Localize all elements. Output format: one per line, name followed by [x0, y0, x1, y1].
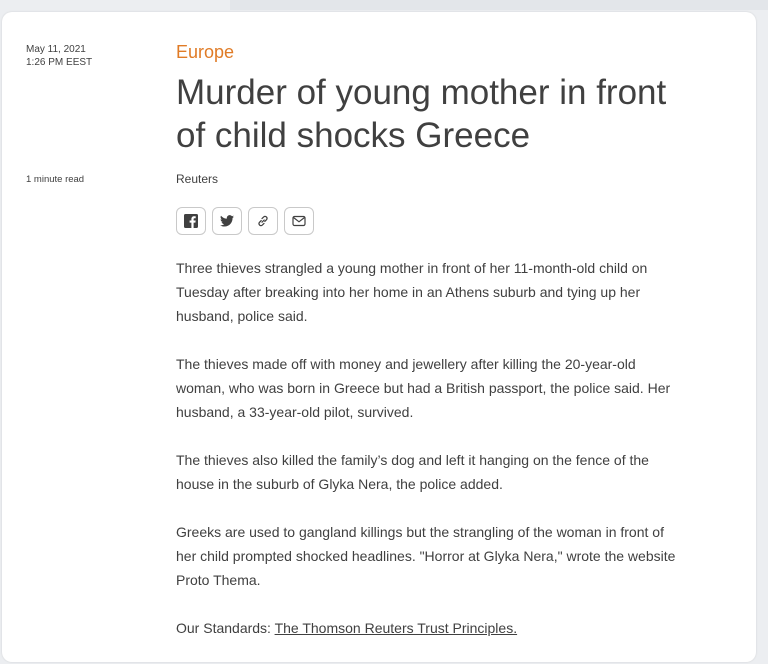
share-link-button[interactable] — [248, 207, 278, 235]
link-icon — [256, 214, 270, 228]
article-paragraph: The thieves made off with money and jewellery after killing the 20-year-old woman, who was born in Greece but had a British passport, the police said. Her husband, a 33-year-old pilot, survived. — [176, 356, 671, 420]
article-headline: Murder of young mother in front of child shocks Greece — [176, 73, 667, 155]
browser-top-strip — [230, 0, 768, 10]
standards-link[interactable]: The Thomson Reuters Trust Principles. — [274, 620, 518, 636]
standards-label: Our Standards: — [176, 620, 275, 636]
article-time: 1:26 PM EEST — [26, 57, 93, 68]
twitter-icon — [220, 215, 234, 227]
share-bar — [176, 207, 314, 235]
section-link[interactable]: Europe — [176, 42, 235, 62]
article-paragraph: The thieves also killed the family’s dog and left it hanging on the fence of the house in the suburb of Glyka Nera, the police added. — [176, 452, 649, 492]
facebook-icon — [184, 214, 198, 228]
share-twitter-button[interactable] — [212, 207, 242, 235]
article-body — [176, 256, 676, 664]
byline[interactable]: Reuters — [176, 172, 219, 186]
article-timestamp — [26, 43, 92, 69]
article-card — [2, 12, 756, 662]
read-time: 1 minute read — [26, 174, 85, 185]
article-paragraph: Greeks are used to gangland killings but the strangling of the woman in front of her child prompted shocked headlines. "Horror at Glyka Nera," wrote the website Proto Thema. — [176, 524, 676, 588]
article-paragraph: Three thieves strangled a young mother in front of her 11-month-old child on Tuesday after breaking into her home in an Athens suburb and tying up her husband, police said. — [176, 260, 648, 324]
standards-paragraph — [176, 616, 676, 640]
email-icon — [292, 215, 306, 227]
share-facebook-button[interactable] — [176, 207, 206, 235]
share-email-button[interactable] — [284, 207, 314, 235]
article-date: May 11, 2021 — [26, 44, 86, 55]
